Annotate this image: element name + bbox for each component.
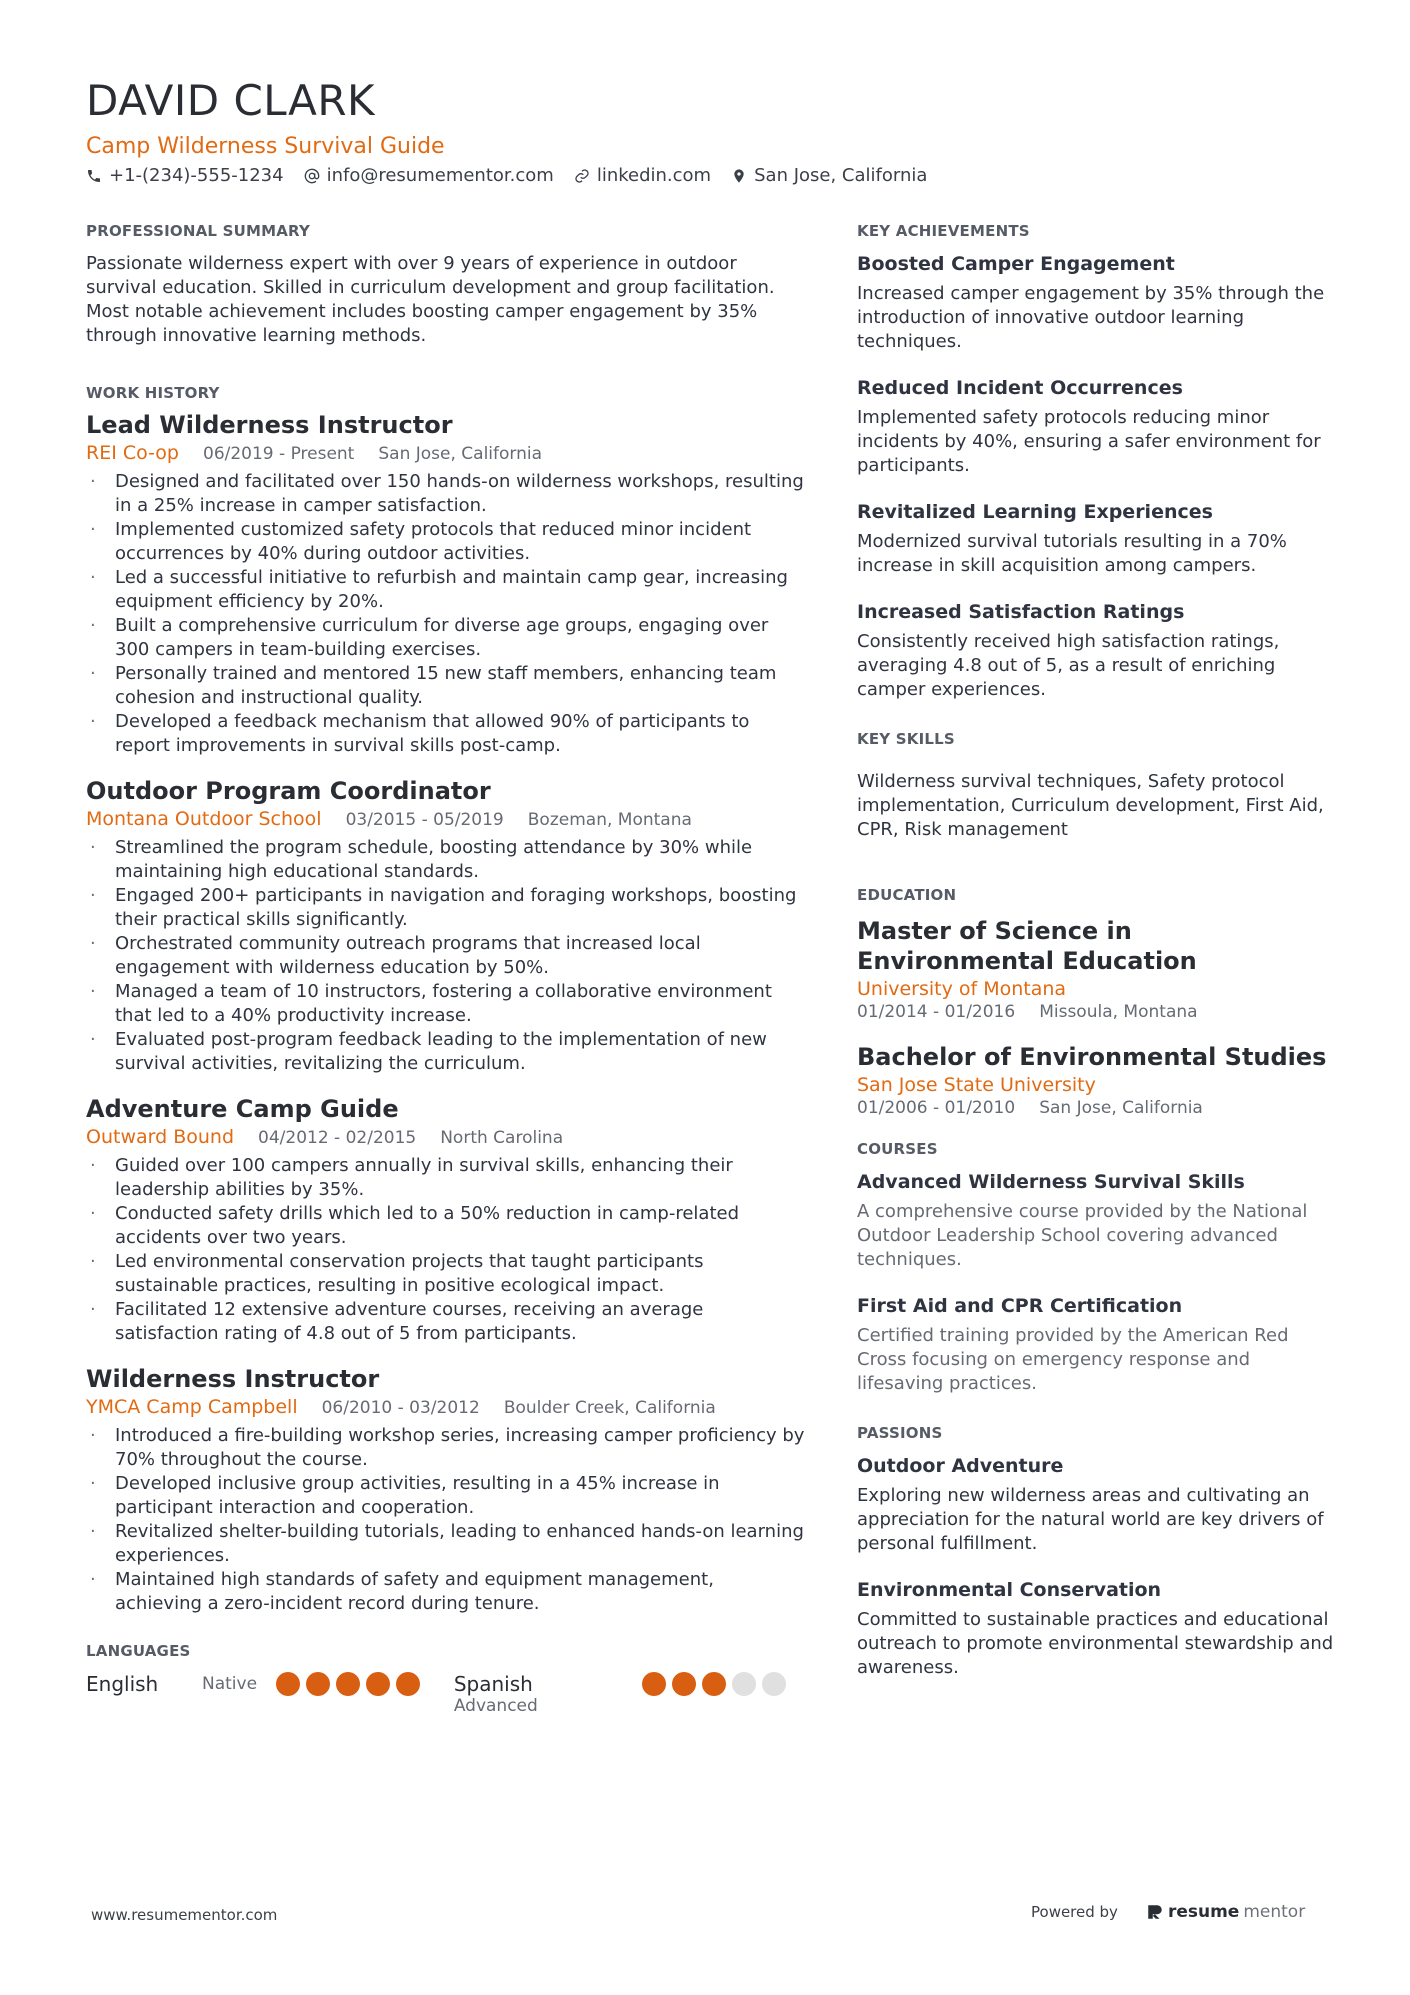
passion-desc: Committed to sustainable practices and educational outreach to promote environmental stewardship and awareness. — [857, 1609, 1334, 1678]
job-bullets — [86, 836, 806, 1076]
job-location: Boulder Creek, California — [503, 1398, 716, 1418]
job-bullets — [86, 1424, 806, 1616]
linkedin-text: linkedin.com — [596, 165, 712, 186]
contact-location — [731, 165, 927, 186]
job-bullet: · Conducted safety drills which led to a 50% reduction in camp-related accidents over two years. — [86, 1202, 806, 1250]
job-bullets — [86, 470, 806, 758]
skills-text: Wilderness survival techniques, Safety protocol implementation, Curriculum development, First Aid, CPR, Risk management — [857, 771, 1324, 840]
contact-linkedin[interactable] — [574, 165, 711, 186]
languages-row — [86, 1672, 806, 1716]
rating-dot-filled — [276, 1672, 300, 1696]
job-bullet: · Implemented customized safety protocols that reduced minor incident occurrences by 40% during outdoor activities. — [86, 518, 806, 566]
education-item — [857, 916, 1337, 1022]
job-dates: 06/2010 - 03/2012 — [321, 1398, 480, 1418]
summary-section — [86, 222, 806, 348]
job-company: Outward Bound — [86, 1126, 235, 1148]
job-bullet: · Evaluated post-program feedback leading to the implementation of new survival activities, revitalizing the curriculum. — [86, 1028, 806, 1076]
job-bullet: · Guided over 100 campers annually in survival skills, enhancing their leadership abilities by 35%. — [86, 1154, 806, 1202]
course-title: First Aid and CPR Certification — [857, 1295, 1183, 1317]
education-school: University of Montana — [857, 978, 1067, 1000]
passions-section — [857, 1424, 1337, 1680]
job-dates: 04/2012 - 02/2015 — [258, 1128, 417, 1148]
job-bullet: · Introduced a fire-building workshop series, increasing camper proficiency by 70% throughout the course. — [86, 1424, 806, 1472]
courses-heading: COURSES — [857, 1140, 938, 1158]
left-column — [86, 222, 806, 1716]
language-rating — [276, 1672, 420, 1696]
brand-bold-text: resume — [1167, 1902, 1240, 1922]
rating-dot-filled — [366, 1672, 390, 1696]
passions-heading: PASSIONS — [857, 1424, 943, 1442]
languages-heading: LANGUAGES — [86, 1642, 191, 1660]
right-column — [857, 222, 1337, 1702]
job-bullet: · Maintained high standards of safety and equipment management, achieving a zero-incident record during tenure. — [86, 1568, 806, 1616]
skills-section — [857, 730, 1337, 842]
contact-phone[interactable] — [86, 165, 284, 186]
job-meta — [86, 442, 806, 464]
contact-email[interactable] — [304, 165, 554, 186]
passion-item — [857, 1454, 1337, 1556]
job-bullet: · Engaged 200+ participants in navigation and foraging workshops, boosting their practical skills significantly. — [86, 884, 806, 932]
job-entry — [86, 410, 806, 758]
rating-dot-empty — [732, 1672, 756, 1696]
achievement-desc: Implemented safety protocols reducing minor incidents by 40%, ensuring a safer environment for participants. — [857, 407, 1321, 476]
location-text: San Jose, California — [754, 165, 928, 186]
job-bullet: · Developed a feedback mechanism that allowed 90% of participants to report improvements in survival skills post-camp. — [86, 710, 806, 758]
rating-dot-filled — [672, 1672, 696, 1696]
achievements-heading: KEY ACHIEVEMENTS — [857, 222, 1030, 240]
resumementor-logo-icon — [1146, 1903, 1164, 1921]
job-bullet: · Orchestrated community outreach programs that increased local engagement with wilderness education by 50%. — [86, 932, 806, 980]
achievement-item — [857, 500, 1337, 578]
course-desc: A comprehensive course provided by the National Outdoor Leadership School covering advanced techniques. — [857, 1201, 1308, 1270]
rating-dot-filled — [702, 1672, 726, 1696]
achievement-title: Reduced Incident Occurrences — [857, 377, 1183, 399]
language-level: Advanced — [453, 1696, 538, 1716]
footer-branding — [1031, 1902, 1305, 1922]
course-desc: Certified training provided by the American Red Cross focusing on emergency response and lifesaving practices. — [857, 1325, 1289, 1394]
rating-dot-filled — [306, 1672, 330, 1696]
job-bullet: · Built a comprehensive curriculum for diverse age groups, engaging over 300 campers in team-building exercises. — [86, 614, 806, 662]
job-bullet: · Personally trained and mentored 15 new staff members, enhancing team cohesion and instructional quality. — [86, 662, 806, 710]
contact-bar — [86, 165, 927, 186]
achievement-title: Increased Satisfaction Ratings — [857, 601, 1185, 623]
phone-icon — [86, 168, 102, 184]
footer-website[interactable]: www.resumementor.com — [91, 1906, 278, 1924]
job-location: San Jose, California — [378, 444, 543, 464]
achievement-item — [857, 600, 1337, 702]
brand-logo[interactable] — [1146, 1902, 1305, 1922]
job-bullet: · Streamlined the program schedule, boosting attendance by 30% while maintaining high educational standards. — [86, 836, 806, 884]
summary-heading: PROFESSIONAL SUMMARY — [86, 222, 311, 240]
achievement-item — [857, 376, 1337, 478]
job-title: Wilderness Instructor — [86, 1365, 380, 1393]
education-dates: 01/2006 - 01/2010 — [857, 1098, 1016, 1118]
job-entry — [86, 776, 806, 1076]
skills-heading: KEY SKILLS — [857, 730, 955, 748]
course-item — [857, 1294, 1337, 1396]
languages-section — [86, 1642, 806, 1716]
job-company: REI Co-op — [86, 442, 179, 464]
brand-light-text: mentor — [1243, 1902, 1306, 1922]
job-dates: 03/2015 - 05/2019 — [345, 810, 504, 830]
job-meta — [86, 808, 806, 830]
language-label-stack — [454, 1672, 642, 1716]
candidate-name: DAVID CLARK — [86, 76, 376, 125]
job-bullet: · Led a successful initiative to refurbish and maintain camp gear, increasing equipment efficiency by 20%. — [86, 566, 806, 614]
achievements-section — [857, 222, 1337, 702]
education-meta — [857, 1002, 1337, 1022]
at-sign-icon — [304, 168, 320, 184]
education-meta — [857, 1098, 1337, 1118]
language-name: Spanish — [453, 1672, 533, 1696]
job-bullet: · Designed and facilitated over 150 hands-on wilderness workshops, resulting in a 25% increase in camper satisfaction. — [86, 470, 806, 518]
achievement-title: Revitalized Learning Experiences — [857, 501, 1213, 523]
job-bullets — [86, 1154, 806, 1346]
job-meta — [86, 1396, 806, 1418]
education-item — [857, 1042, 1337, 1118]
passion-title: Outdoor Adventure — [857, 1455, 1064, 1477]
passion-desc: Exploring new wilderness areas and cultivating an appreciation for the natural world are key drivers of personal fulfillment. — [857, 1485, 1324, 1554]
job-title: Lead Wilderness Instructor — [86, 411, 453, 439]
language-rating — [642, 1672, 786, 1696]
job-bullet: · Revitalized shelter-building tutorials, leading to enhanced hands-on learning experiences. — [86, 1520, 806, 1568]
education-section — [857, 886, 1337, 1118]
rating-dot-filled — [642, 1672, 666, 1696]
link-icon — [574, 168, 590, 184]
achievement-desc: Increased camper engagement by 35% through the introduction of innovative outdoor learning techniques. — [857, 283, 1325, 352]
rating-dot-filled — [336, 1672, 360, 1696]
education-heading: EDUCATION — [857, 886, 957, 904]
job-bullet: · Facilitated 12 extensive adventure courses, receiving an average satisfaction rating of 4.8 out of 5 from participants. — [86, 1298, 806, 1346]
rating-dot-empty — [762, 1672, 786, 1696]
job-bullet: · Managed a team of 10 instructors, fostering a collaborative environment that led to a 40% productivity increase. — [86, 980, 806, 1028]
job-location: Bozeman, Montana — [527, 810, 692, 830]
job-dates: 06/2019 - Present — [203, 444, 355, 464]
job-company: Montana Outdoor School — [86, 808, 322, 830]
job-entry — [86, 1364, 806, 1616]
phone-text: +1-(234)-555-1234 — [109, 165, 284, 186]
course-item — [857, 1170, 1337, 1272]
job-meta — [86, 1126, 806, 1148]
language-item — [86, 1672, 454, 1696]
language-name: English — [86, 1672, 159, 1696]
candidate-title: Camp Wilderness Survival Guide — [86, 134, 445, 159]
job-bullet: · Led environmental conservation projects that taught participants sustainable practices, resulting in positive ecological impact. — [86, 1250, 806, 1298]
achievement-title: Boosted Camper Engagement — [857, 253, 1175, 275]
work-heading: WORK HISTORY — [86, 384, 220, 402]
work-section — [86, 384, 806, 1616]
language-item — [454, 1672, 806, 1716]
email-text: info@resumementor.com — [326, 165, 554, 186]
job-entry — [86, 1094, 806, 1346]
education-degree: Bachelor of Environmental Studies — [857, 1043, 1327, 1071]
job-company: YMCA Camp Campbell — [86, 1396, 298, 1418]
education-degree: Master of Science in Environmental Education — [857, 917, 1197, 975]
language-level: Native — [202, 1674, 258, 1694]
job-title: Outdoor Program Coordinator — [86, 777, 491, 805]
education-location: San Jose, California — [1039, 1098, 1203, 1118]
courses-section — [857, 1140, 1337, 1396]
rating-dot-filled — [396, 1672, 420, 1696]
achievement-desc: Modernized survival tutorials resulting in a 70% increase in skill acquisition among campers. — [857, 531, 1287, 576]
map-pin-icon — [731, 168, 747, 184]
education-dates: 01/2014 - 01/2016 — [857, 1002, 1016, 1022]
education-location: Missoula, Montana — [1039, 1002, 1198, 1022]
job-location: North Carolina — [440, 1128, 564, 1148]
powered-by-label: Powered by — [1031, 1903, 1118, 1921]
passion-item — [857, 1578, 1337, 1680]
summary-text: Passionate wilderness expert with over 9 years of experience in outdoor survival education. Skilled in curriculum development and group facilitation. Most notable achievement includes boosting camper engagement by 35% through innovative learning methods. — [86, 253, 775, 346]
education-school: San Jose State University — [857, 1074, 1096, 1096]
passion-title: Environmental Conservation — [857, 1579, 1162, 1601]
course-title: Advanced Wilderness Survival Skills — [857, 1171, 1245, 1193]
achievement-desc: Consistently received high satisfaction ratings, averaging 4.8 out of 5, as a result of enriching camper experiences. — [857, 631, 1280, 700]
achievement-item — [857, 252, 1337, 354]
job-title: Adventure Camp Guide — [86, 1095, 399, 1123]
job-bullet: · Developed inclusive group activities, resulting in a 45% increase in participant interaction and cooperation. — [86, 1472, 806, 1520]
